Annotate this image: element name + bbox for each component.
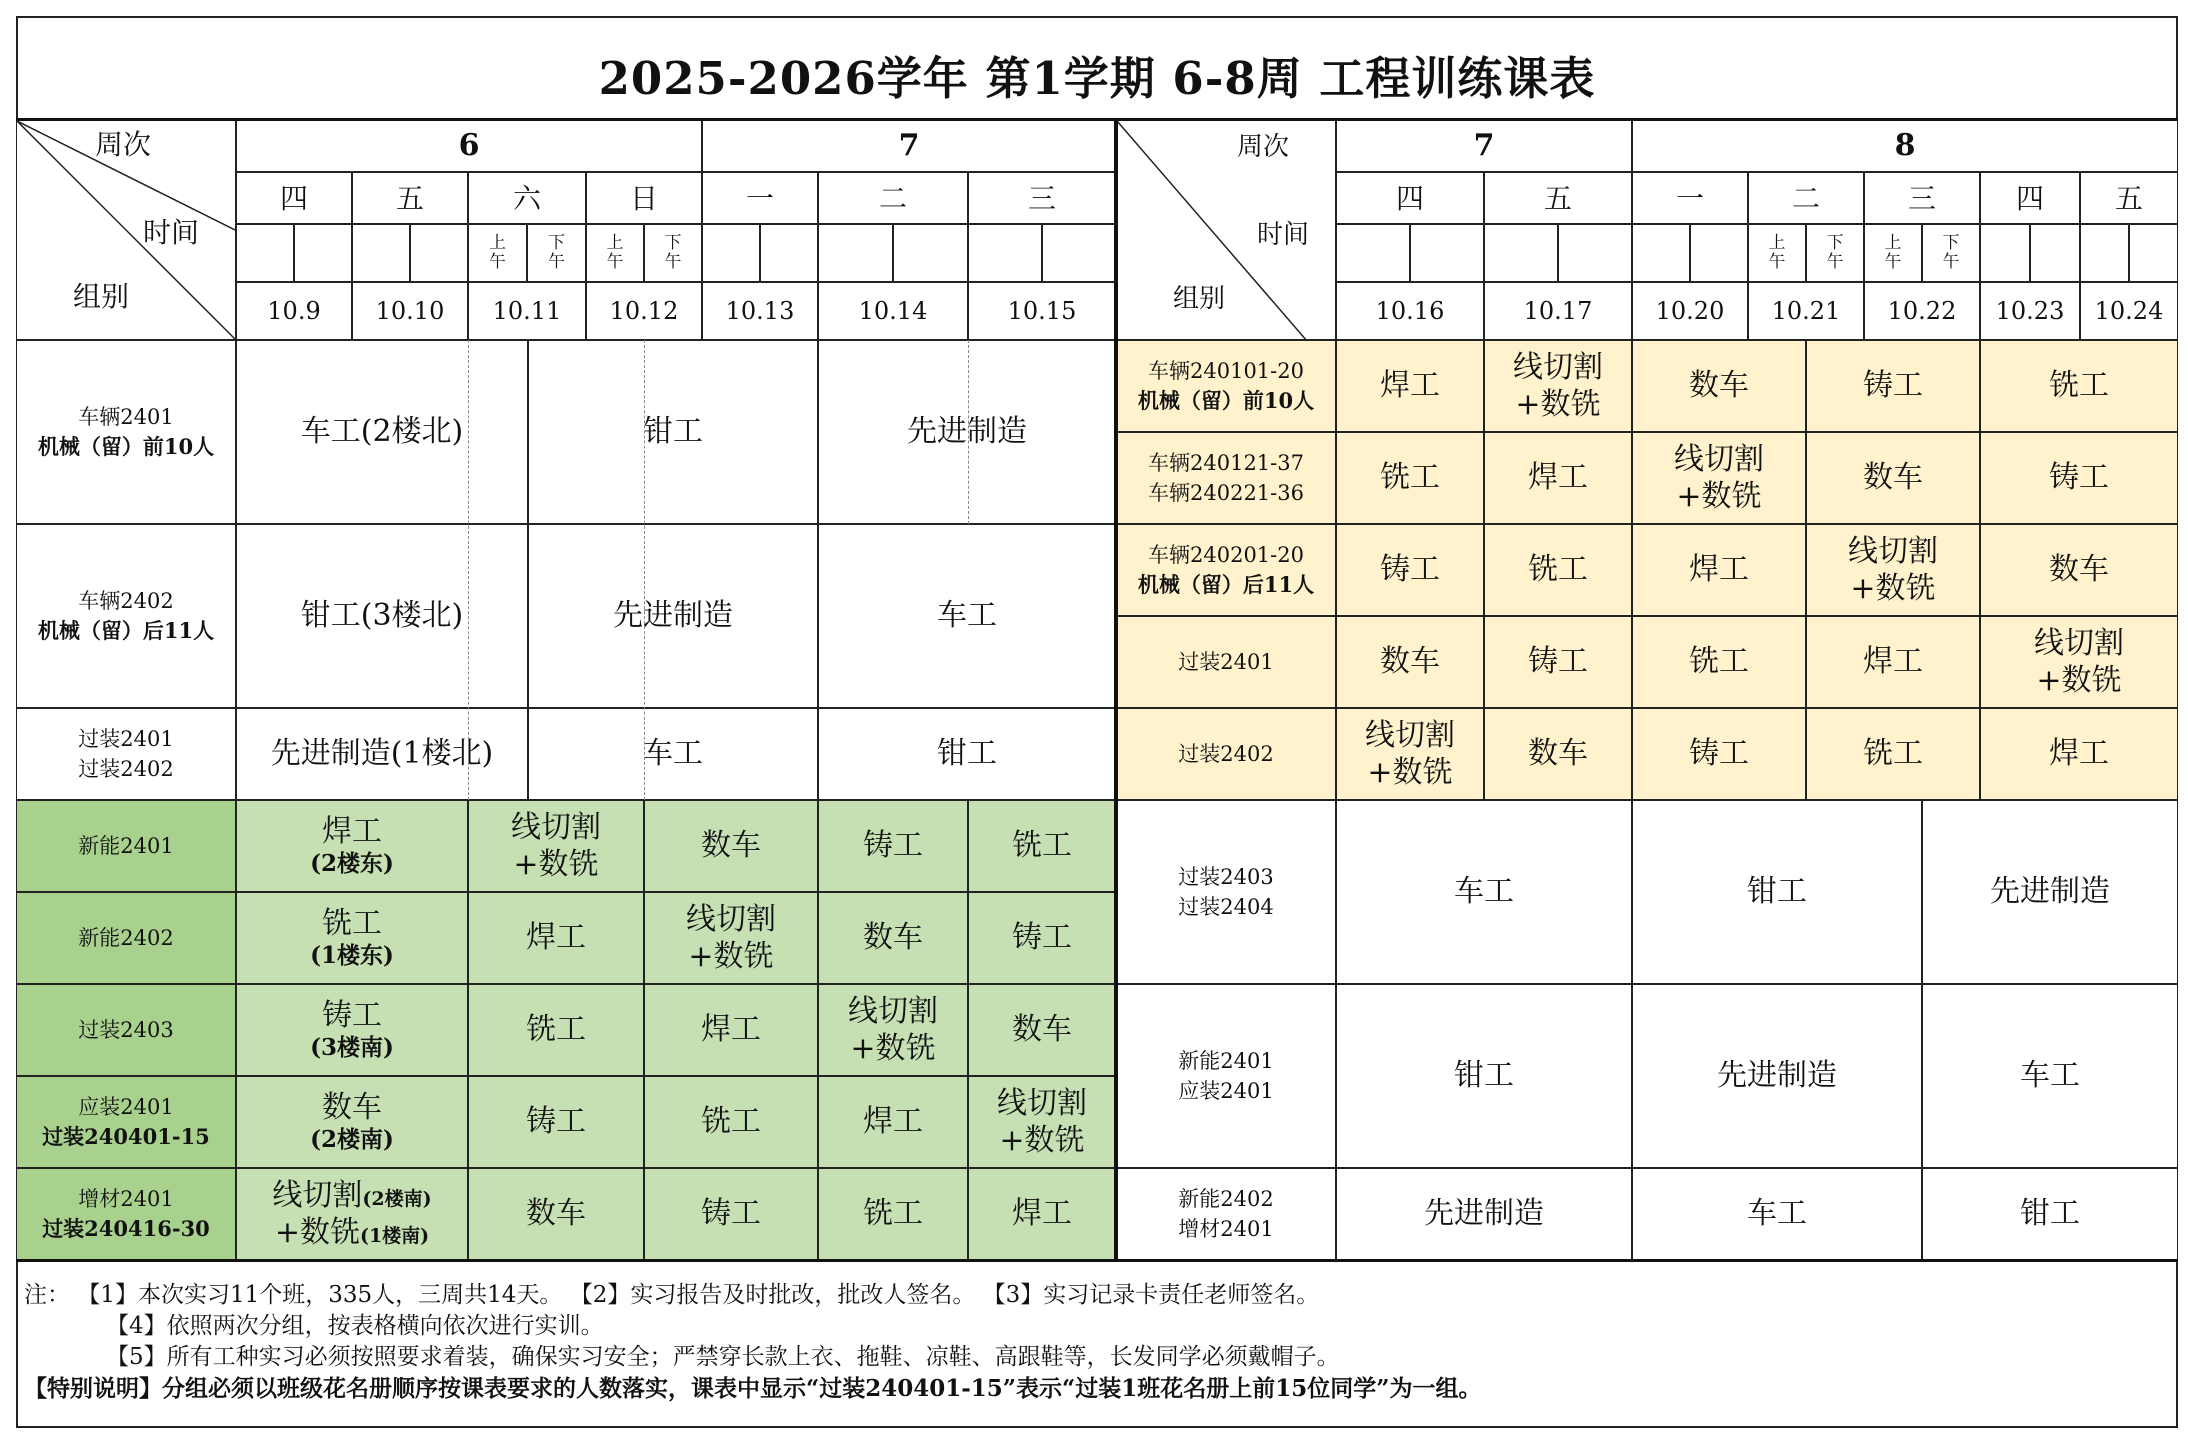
table-bottom-rule	[16, 1259, 2178, 1262]
left-date-10-14: 10.14	[818, 282, 968, 340]
schedule-cell: 焊工	[1980, 708, 2178, 800]
group-name: 新能2402	[1178, 1186, 1274, 1211]
cell-line: 数车	[322, 1089, 382, 1125]
right-time-slot	[1558, 224, 1632, 282]
schedule-cell: 焊工	[1806, 616, 1980, 708]
left-group-label	[16, 1076, 236, 1168]
schedule-cell: 车工(2楼北)	[236, 340, 528, 524]
right-group-label	[1116, 984, 1336, 1168]
schedule-cell: 钳工	[1632, 800, 1922, 984]
group-name-2: 过装2404	[1178, 895, 1274, 919]
right-corner-week-label: 周次	[1237, 132, 1290, 162]
schedule-cell: 铸工	[1632, 708, 1806, 800]
left-group-label	[16, 340, 236, 524]
group-name: 增材2401	[78, 1186, 174, 1211]
left-group-label	[16, 800, 236, 892]
group-name-2: 过装240416-30	[42, 1216, 210, 1241]
table-top-rule	[16, 118, 2178, 121]
left-time-slot	[352, 224, 410, 282]
right-group-label	[1116, 432, 1336, 524]
ampm-char: 午	[606, 252, 624, 272]
left-time-slot	[236, 224, 294, 282]
schedule-cell: 焊工	[644, 984, 818, 1076]
group-name-2: 增材2401	[1178, 1217, 1274, 1241]
right-date-10-23: 10.23	[1980, 282, 2080, 340]
left-pm-sun	[644, 224, 702, 282]
schedule-cell	[644, 892, 818, 984]
cell-line: +数铣	[2036, 663, 2122, 698]
ampm-char: 午	[1826, 252, 1844, 272]
cell-line: +数铣	[1367, 755, 1453, 790]
group-name: 过装2403	[1178, 864, 1274, 889]
schedule-cell: 车工	[528, 708, 818, 800]
right-group-label	[1116, 340, 1336, 432]
right-corner-group-label: 组别	[1173, 284, 1226, 314]
schedule-cell: 焊工	[1632, 524, 1806, 616]
left-date-10-15: 10.15	[968, 282, 1116, 340]
schedule-cell: 数车	[1336, 616, 1484, 708]
group-name: 车辆240201-20	[1148, 542, 1304, 567]
schedule-cell: 焊工	[1336, 340, 1484, 432]
left-corner-time-label: 时间	[143, 216, 200, 249]
schedule-cell	[236, 800, 468, 892]
schedule-cell	[1632, 432, 1806, 524]
right-time-slot	[1336, 224, 1410, 282]
schedule-cell	[468, 800, 644, 892]
left-day-thu: 四	[236, 172, 352, 224]
group-name: 车辆240121-37	[1148, 450, 1304, 475]
cell-line	[275, 1214, 429, 1252]
schedule-cell	[1484, 340, 1632, 432]
cell-line: +数铣	[1515, 387, 1601, 422]
right-date-10-24: 10.24	[2080, 282, 2178, 340]
right-day-thu-2: 四	[1980, 172, 2080, 224]
schedule-cell: 铸工	[1806, 340, 1980, 432]
left-corner-week-label: 周次	[95, 128, 152, 161]
left-corner-cell	[16, 120, 236, 340]
right-time-slot	[2080, 224, 2129, 282]
schedule-cell: 数车	[968, 984, 1116, 1076]
schedule-cell: 数车	[1484, 708, 1632, 800]
left-time-slot	[968, 224, 1042, 282]
schedule-cell: 钳工	[528, 340, 818, 524]
right-pm-wed	[1922, 224, 1980, 282]
group-name-2: 机械（留）前10人	[37, 434, 215, 459]
cell-line: +数铣	[688, 939, 774, 974]
schedule-cell	[1980, 616, 2178, 708]
schedule-cell: 先进制造	[528, 524, 818, 708]
left-group-label	[16, 708, 236, 800]
group-name: 新能2402	[78, 925, 174, 950]
schedule-cell	[968, 1076, 1116, 1168]
cell-text: +数铣	[274, 1215, 360, 1250]
schedule-cell: 铣工	[1336, 432, 1484, 524]
ampm-char: 午	[1942, 252, 1960, 272]
schedule-cell	[236, 892, 468, 984]
schedule-cell: 铣工	[1484, 524, 1632, 616]
cell-line: 线切割	[1513, 349, 1603, 385]
note-line-3: 【5】所有工种实习必须按照要求着装，确保实习安全；严禁穿长款上衣、拖鞋、凉鞋、高跟鞋等，长发同学必须戴帽子。	[106, 1344, 1340, 1370]
left-date-10-10: 10.10	[352, 282, 468, 340]
schedule-cell: 车工	[1336, 800, 1632, 984]
schedule-cell: 铸工	[468, 1076, 644, 1168]
group-name-2: 机械（留）前10人	[1137, 388, 1315, 413]
schedule-cell: 铸工	[1484, 616, 1632, 708]
table-separator	[1114, 120, 1118, 1260]
left-am-sat	[468, 224, 527, 282]
group-name: 过装2401	[78, 726, 174, 751]
group-name: 应装2401	[78, 1094, 174, 1119]
cell-location: (3楼南)	[310, 1034, 394, 1062]
group-name: 车辆240101-20	[1148, 358, 1304, 383]
right-corner-cell	[1116, 120, 1336, 340]
ampm-char: 午	[548, 252, 565, 272]
right-group-label	[1116, 524, 1336, 616]
left-am-sun	[586, 224, 644, 282]
schedule-cell: 数车	[1632, 340, 1806, 432]
group-name-2: 过装240401-15	[42, 1124, 210, 1149]
left-day-sat: 六	[468, 172, 586, 224]
schedule-cell: 钳工(3楼北)	[236, 524, 528, 708]
cell-line: 铣工	[322, 905, 382, 941]
schedule-cell	[236, 1076, 468, 1168]
ampm-char: 午	[489, 252, 506, 272]
left-time-slot	[410, 224, 468, 282]
cell-location: (1楼南)	[359, 1225, 430, 1247]
schedule-cell	[236, 984, 468, 1076]
ampm-char: 上	[1768, 233, 1786, 254]
cell-line: 线切割	[686, 901, 776, 937]
right-date-10-17: 10.17	[1484, 282, 1632, 340]
group-name-2: 过装2402	[78, 757, 174, 781]
cell-line: 铸工	[322, 997, 382, 1033]
note-line-2: 【4】依照两次分组，按表格横向依次进行实训。	[106, 1313, 604, 1339]
right-time-slot	[2030, 224, 2080, 282]
cell-line: 线切割	[511, 809, 601, 845]
schedule-cell: 铸工	[644, 1168, 818, 1260]
right-group-label	[1116, 800, 1336, 984]
right-date-10-21: 10.21	[1748, 282, 1864, 340]
left-time-slot	[818, 224, 893, 282]
cell-text: 线切割	[272, 1177, 363, 1213]
schedule-cell: 车工	[1632, 1168, 1922, 1260]
ampm-char: 上	[1884, 233, 1902, 254]
group-name: 新能2401	[78, 833, 174, 858]
notes-section	[24, 1280, 2164, 1404]
schedule-cell: 先进制造	[818, 340, 1116, 524]
schedule-cell: 铣工	[968, 800, 1116, 892]
schedule-cell: 焊工	[1484, 432, 1632, 524]
schedule-cell: 铣工	[818, 1168, 968, 1260]
dashed-divider	[968, 340, 969, 524]
schedule-cell: 铸工	[1980, 432, 2178, 524]
group-name: 车辆2402	[78, 588, 174, 613]
ampm-char: 下	[1826, 233, 1844, 254]
left-week-6: 6	[236, 120, 702, 172]
left-time-slot	[893, 224, 968, 282]
left-time-slot	[702, 224, 760, 282]
dashed-divider	[644, 340, 645, 800]
right-time-slot	[1410, 224, 1484, 282]
special-note: 【特别说明】分组必须以班级花名册顺序按课表要求的人数落实，课表中显示“过装240401-15”表示“过装1班花名册上前15位同学”为一组。	[24, 1375, 1482, 1402]
cell-line: +数铣	[513, 847, 599, 882]
schedule-cell: 铣工	[1980, 340, 2178, 432]
schedule-cell	[818, 984, 968, 1076]
right-week-8: 8	[1632, 120, 2178, 172]
cell-line: 线切割	[848, 993, 938, 1029]
group-name-2: 机械（留）后11人	[1137, 572, 1315, 597]
right-time-slot	[1632, 224, 1690, 282]
schedule-cell: 铸工	[968, 892, 1116, 984]
left-group-label	[16, 984, 236, 1076]
right-day-thu: 四	[1336, 172, 1484, 224]
schedule-cell: 铣工	[468, 984, 644, 1076]
schedule-cell: 钳工	[1336, 984, 1632, 1168]
cell-location: (2楼南)	[310, 1126, 394, 1154]
page-title: 2025-2026学年 第1学期 6-8周 工程训练课表	[598, 52, 1596, 105]
right-day-fri-2: 五	[2080, 172, 2178, 224]
right-time-slot	[2129, 224, 2178, 282]
group-name: 过装2401	[1178, 649, 1274, 674]
schedule-cell: 钳工	[1922, 1168, 2178, 1260]
schedule-cell	[1806, 524, 1980, 616]
schedule-cell: 先进制造	[1632, 984, 1922, 1168]
schedule-cell: 先进制造(1楼北)	[236, 708, 528, 800]
dashed-divider	[468, 340, 469, 800]
schedule-cell: 数车	[818, 892, 968, 984]
schedule-cell: 焊工	[468, 892, 644, 984]
cell-line: +数铣	[1850, 571, 1936, 606]
right-time-slot	[1484, 224, 1558, 282]
right-am-tue	[1748, 224, 1806, 282]
left-day-wed: 三	[968, 172, 1116, 224]
schedule-cell: 钳工	[818, 708, 1116, 800]
ampm-char: 下	[548, 233, 565, 254]
right-day-mon: 一	[1632, 172, 1748, 224]
ampm-char: 下	[1942, 233, 1960, 254]
right-group-label	[1116, 616, 1336, 708]
schedule-cell: 铣工	[644, 1076, 818, 1168]
right-date-10-22: 10.22	[1864, 282, 1980, 340]
left-time-slot	[760, 224, 818, 282]
schedule-cell: 铸工	[1336, 524, 1484, 616]
schedule-cell: 车工	[1922, 984, 2178, 1168]
left-date-10-12: 10.12	[586, 282, 702, 340]
ampm-char: 上	[606, 233, 624, 254]
left-week-7: 7	[702, 120, 1116, 172]
right-date-10-16: 10.16	[1336, 282, 1484, 340]
group-name-2: 应装2401	[1178, 1079, 1274, 1103]
left-day-sun: 日	[586, 172, 702, 224]
schedule-cell: 先进制造	[1336, 1168, 1632, 1260]
schedule-cell: 数车	[468, 1168, 644, 1260]
left-day-mon: 一	[702, 172, 818, 224]
cell-line: +数铣	[850, 1031, 936, 1066]
left-time-slot	[294, 224, 352, 282]
ampm-char: 午	[1884, 252, 1902, 272]
cell-location: (2楼东)	[310, 850, 394, 878]
schedule-cell: 铣工	[1806, 708, 1980, 800]
ampm-char: 上	[489, 233, 506, 254]
schedule-cell: 焊工	[818, 1076, 968, 1168]
cell-line: 线切割	[1674, 441, 1764, 477]
schedule-cell: 铣工	[1632, 616, 1806, 708]
cell-line	[272, 1177, 431, 1215]
cell-location: (2楼南)	[362, 1187, 432, 1210]
right-date-10-20: 10.20	[1632, 282, 1748, 340]
right-am-wed	[1864, 224, 1922, 282]
schedule-cell: 车工	[818, 524, 1116, 708]
schedule-cell	[236, 1168, 468, 1260]
right-group-label	[1116, 1168, 1336, 1260]
cell-line: 线切割	[1848, 533, 1938, 569]
cell-line: 线切割	[997, 1085, 1087, 1121]
right-week-7: 7	[1336, 120, 1632, 172]
schedule-cell: 数车	[1980, 524, 2178, 616]
group-name: 过装2402	[1178, 741, 1274, 766]
schedule-cell: 数车	[644, 800, 818, 892]
left-corner-group-label: 组别	[73, 280, 130, 313]
cell-line: 线切割	[2034, 625, 2124, 661]
group-name: 车辆2401	[78, 404, 174, 429]
schedule-cell: 先进制造	[1922, 800, 2178, 984]
group-name: 新能2401	[1178, 1048, 1274, 1073]
cell-line: 线切割	[1365, 717, 1455, 753]
left-date-10-9: 10.9	[236, 282, 352, 340]
right-day-wed: 三	[1864, 172, 1980, 224]
right-group-label	[1116, 708, 1336, 800]
group-name: 过装2403	[78, 1017, 174, 1042]
cell-line: +数铣	[1676, 479, 1762, 514]
left-group-label	[16, 524, 236, 708]
schedule-cell	[1336, 708, 1484, 800]
right-pm-tue	[1806, 224, 1864, 282]
schedule-cell: 数车	[1806, 432, 1980, 524]
left-day-fri: 五	[352, 172, 468, 224]
left-time-slot	[1042, 224, 1116, 282]
right-corner-time-label: 时间	[1257, 220, 1310, 250]
cell-location: (1楼东)	[310, 942, 394, 970]
left-pm-sat	[527, 224, 586, 282]
cell-line: 焊工	[322, 813, 382, 849]
left-date-10-11: 10.11	[468, 282, 586, 340]
ampm-char: 下	[664, 233, 682, 254]
left-group-label	[16, 1168, 236, 1260]
left-date-10-13: 10.13	[702, 282, 818, 340]
right-time-slot	[1690, 224, 1748, 282]
ampm-char: 午	[664, 252, 682, 272]
left-group-label	[16, 892, 236, 984]
schedule-cell: 铸工	[818, 800, 968, 892]
group-name-2: 机械（留）后11人	[37, 618, 215, 643]
note-line-1: 注： 【1】本次实习11个班，335人，三周共14天。 【2】实习报告及时批改，批改人签名。 【3】实习记录卡责任老师签名。	[24, 1282, 1320, 1308]
right-day-tue: 二	[1748, 172, 1864, 224]
cell-line: +数铣	[999, 1123, 1085, 1158]
schedule-cell: 焊工	[968, 1168, 1116, 1260]
schedule-page	[16, 16, 2180, 1428]
right-day-fri: 五	[1484, 172, 1632, 224]
left-day-tue: 二	[818, 172, 968, 224]
right-time-slot	[1980, 224, 2030, 282]
ampm-char: 午	[1768, 252, 1786, 272]
group-name-2: 车辆240221-36	[1148, 481, 1304, 505]
